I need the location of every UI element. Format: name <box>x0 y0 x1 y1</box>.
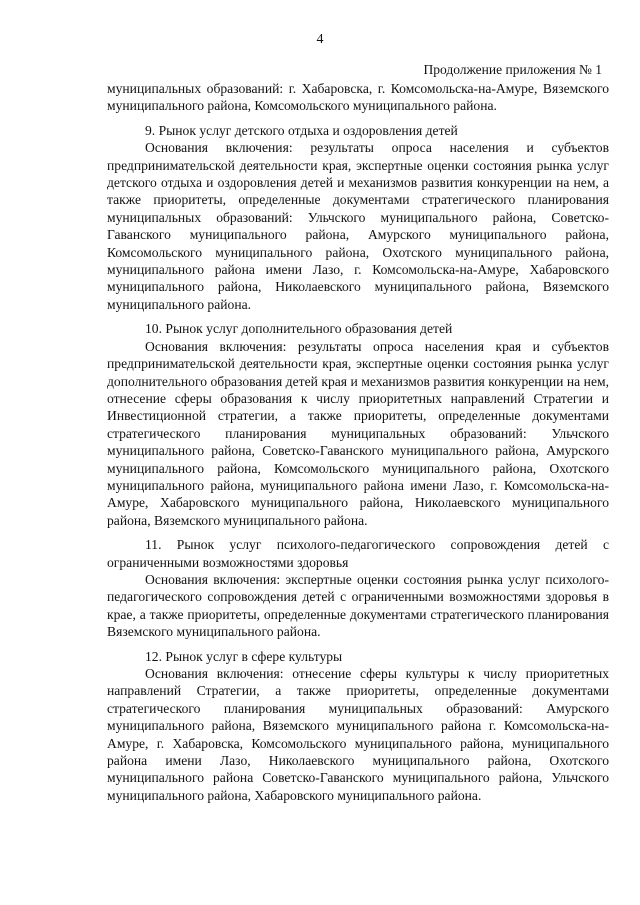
section-9-body: Основания включения: результаты опроса населения и субъектов предпринимательской деятельности края, экспертные оценки состояния рынка услуг детского отдыха и оздоровления детей и механизмов развития конкуренции на нем, а также приоритеты, определенные документами стратегического планирования муниципальных образований: Ульчского муниципального района, Советско-Гаванского муниципального района, Амурского муниципального района, Комсомольского муниципального района, Охотского муниципального района, муниципального района имени Лазо, г. Комсомольска-на-Амуре, Хабаровского муниципального района, Николаевского муниципального района, Вяземского муниципального района. <box>107 140 609 312</box>
document-body <box>107 80 609 804</box>
section-10-body: Основания включения: результаты опроса населения края и субъектов предпринимательской деятельности края, экспертные оценки состояния рынка услуг дополнительного образования детей края и механизмов развития конкуренции на нем, отнесение сферы образования к числу приоритетных направлений Стратегии и Инвестиционной стратегии, а также приоритеты, определенные документами стратегического планирования муниципальных образований: Ульчского муниципального района, Советско-Гаванского муниципального района, Амурского муниципального района, Комсомольского муниципального района, Охотского муниципального района, муниципального района имени Лазо, г. Комсомольска-на-Амуре, Хабаровского муниципального района, Николаевского муниципального района, Вяземского муниципального района. <box>107 338 609 528</box>
appendix-continuation-note: Продолжение приложения № 1 <box>423 62 602 77</box>
section-11-body: Основания включения: экспертные оценки состояния рынка услуг психолого-педагогического сопровождения детей с ограниченными возможностями здоровья в крае, а также приоритеты, определенные документами стратегического планирования Вяземского муниципального района. <box>107 571 609 640</box>
page-number: 4 <box>316 32 324 47</box>
intro-continuation-paragraph: муниципальных образований: г. Хабаровска, г. Комсомольска-на-Амуре, Вяземского муниципального района, Комсомольского муниципального района. <box>107 81 609 114</box>
section-12-body: Основания включения: отнесение сферы культуры к числу приоритетных направлений Стратегии, а также приоритеты, определенные документами стратегического планирования муниципальных образований: Амурского муниципального района, Вяземского муниципального района г. Комсомольска-на-Амуре, г. Хабаровска, Комсомольского муниципального района, муниципального района имени Лазо, Николаевского муниципального района, Охотского муниципального района Советско-Гаванского муниципального района, Ульчского муниципального района, Хабаровского муниципального района. <box>107 666 609 803</box>
section-12-heading: 12. Рынок услуг в сфере культуры <box>145 648 343 664</box>
section-11-heading: 11. Рынок услуг психолого-педагогического сопровождения детей с ограниченными возможностями здоровья <box>107 537 609 570</box>
section-10-heading: 10. Рынок услуг дополнительного образования детей <box>145 321 453 337</box>
section-9-heading: 9. Рынок услуг детского отдыха и оздоровления детей <box>145 122 458 138</box>
